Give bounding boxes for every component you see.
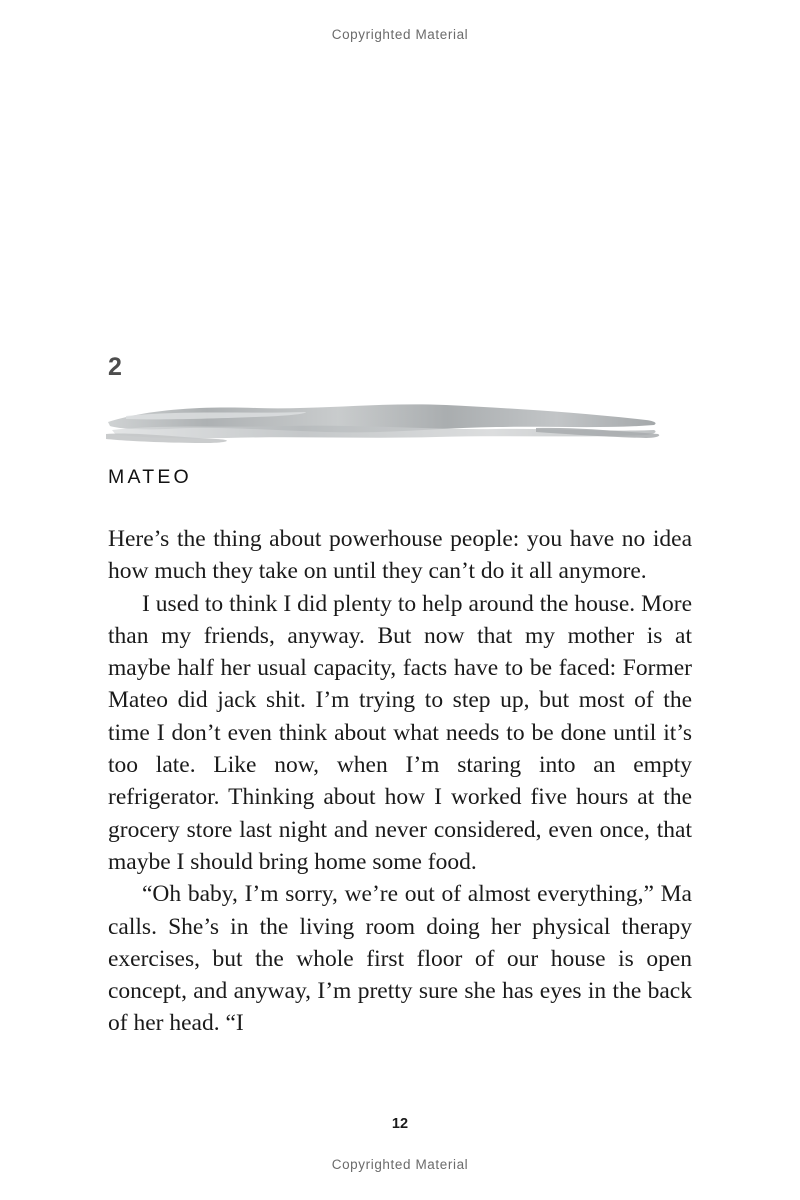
chapter-speaker-name: MATEO — [108, 466, 192, 488]
paragraph-3: “Oh baby, I’m sorry, we’re out of almost everything,” Ma calls. She’s in the living room doing her physical therapy exercises, but the whole first floor of our house is open concept, and anyway, I’m pretty sure she has eyes in the back of her head. “I — [108, 881, 692, 1037]
paragraph-1: Here’s the thing about powerhouse people: you have no idea how much they take on until they can’t do it all anymore. — [108, 526, 692, 585]
page-number: 12 — [391, 1116, 409, 1132]
brush-stroke-divider — [106, 396, 662, 448]
watermark-bottom: Copyrighted Material — [331, 1157, 469, 1172]
body-text — [108, 523, 692, 1040]
paragraph-2: I used to think I did plenty to help around the house. More than my friends, anyway. But now that my mother is at maybe half her usual capacity, facts have to be faced: Former Mateo did jack shit. I’m trying to step up, but most of the time I don’t even think about what needs to be done until it’s too late. Like now, when I’m staring into an empty refrigerator. Thinking about how I worked five hours at the grocery store last night and never considered, even once, that maybe I should bring home some food. — [108, 590, 692, 875]
page-content — [108, 355, 692, 1040]
watermark-top: Copyrighted Material — [331, 27, 469, 42]
chapter-number: 2 — [108, 353, 122, 381]
